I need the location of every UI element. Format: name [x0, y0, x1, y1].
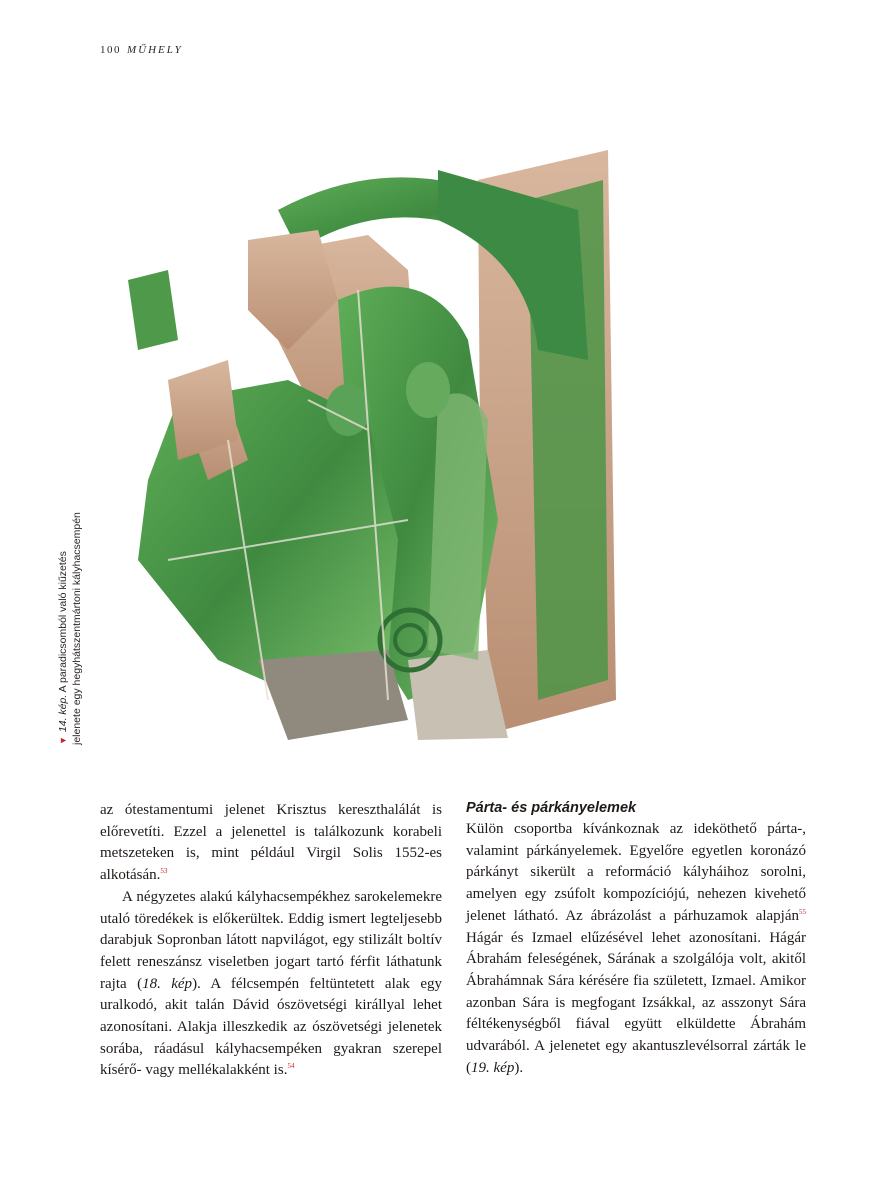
paragraph-text: ).: [514, 1059, 524, 1076]
paragraph-text: A négyzetes alakú kályhacsempékhez sarokelemekre utaló töredékek is előkerültek. Eddig ismert legteljesebb darabjuk Sopronban látott napvilágot, egy stilizált boltív felett reneszánsz viseletben jogart tartó férfit láthatunk rajta (: [100, 888, 442, 992]
figure-ref[interactable]: 19. kép: [471, 1059, 515, 1076]
footnote-ref[interactable]: 55: [799, 907, 806, 916]
paragraph-text: ). A félcsempén feltüntetett alak egy uralkodó, akit talán Dávid ószövetségi királlyal lehet azonosítani. Alakja illeszkedik az ószövetségi jelenetek sorába, ráadásul kályhacsempéken gyakran szerepel kísérő- vagy mellékalakként is.: [100, 975, 442, 1079]
paragraph-text: az ótestamentumi jelenet Krisztus kereszthalálát is előrevetíti. Ezzel a jelenettel is találkozunk korabeli metszeteken is, mint például Virgil Solis 1552-es alkotásán.: [100, 802, 442, 884]
paragraph-text: Hágár és Izmael elűzésével lehet azonosítani. Hágár Ábrahám feleségének, Sárának a szolgálója volt, akitől Ábrahámnak Sára kérésére fia született, Izmael. Amikor azonban Sára is megfogant Izsákkal, az asszonyt Sára féltékenységből fiával együtt elküldette Ábrahám udvarából. A jelenetet egy akantuszlevélsorral zárták le (: [466, 929, 806, 1076]
running-head: [100, 44, 183, 56]
paragraph-text: Külön csoportba kívánkoznak az ideköthető párta-, valamint párkányelemek. Egyelőre egyetlen koronázó párkányt sikerült a reformáció kályháihoz sorolni, amelyen egy zsúfolt kompozíciójú, nehezen kivehető jelenet látható. Az ábrázolást a párhuzamok alapján: [466, 821, 806, 924]
left-column: [100, 800, 442, 1082]
footnote-ref[interactable]: 54: [287, 1062, 295, 1071]
section-title: MŰHELY: [127, 44, 183, 56]
caption-line2: jelenete egy hegyhátszentmártoni kályhacsempén: [71, 512, 83, 745]
caption-line1: A paradicsomból való kiűzetés: [57, 551, 69, 695]
stove-tile-image-icon: [108, 140, 648, 752]
paragraph: [100, 887, 442, 1082]
footnote-ref[interactable]: 53: [160, 867, 168, 876]
paragraph: [100, 800, 442, 887]
figure-stove-tile: [108, 140, 648, 752]
caption-label: 14. kép.: [57, 694, 69, 733]
right-column: [466, 798, 806, 1079]
page-number: 100: [100, 44, 121, 56]
section-heading: Párta- és párkányelemek: [466, 800, 637, 816]
figure-caption: [56, 475, 84, 745]
paragraph: [466, 819, 806, 1079]
figure-ref[interactable]: 18. kép: [142, 975, 193, 992]
caption-marker-icon: ▼: [58, 736, 68, 745]
